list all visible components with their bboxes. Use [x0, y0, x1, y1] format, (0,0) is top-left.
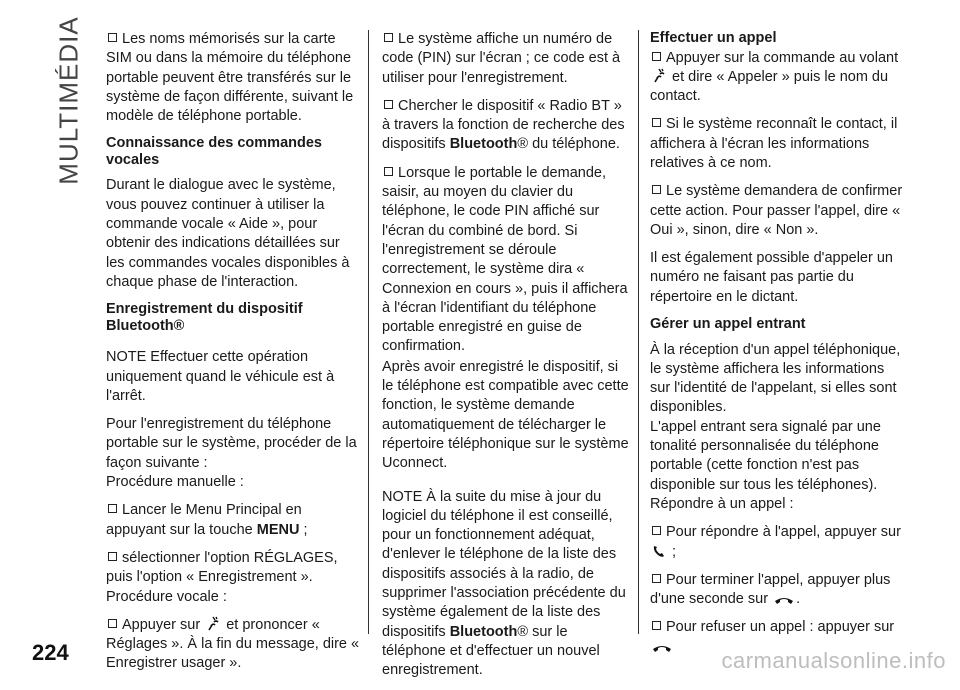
- list-item: Appuyer sur la commande au volant et dire « Appeler » puis le nom du contact.: [650, 49, 899, 105]
- list-item: Le système demandera de confirmer cette action. Pour passer l'appel, dire « Oui », sinon, dire « Non ».: [650, 183, 903, 238]
- subheading-manual: Procédure manuelle :: [106, 474, 244, 491]
- paragraph: À la réception d'un appel téléphonique, le système affichera les informations sur l'identité de l'appelant, si elles sont disponibles.: [650, 341, 901, 416]
- list-item: Lorsque le portable le demande, saisir, au moyen du clavier du téléphone, le code PIN affiché sur l'écran du combiné de bord. Si l'enregistrement se déroule correctement, le système dira « Connexion en cours », puis il affichera à l'écran l'identifiant du téléphone portable enregistré en guise de confirmation.: [382, 164, 628, 355]
- heading-voice-commands: Connaissance des commandes vocales: [106, 135, 322, 168]
- column-divider: [368, 30, 369, 634]
- menu-key-label: MENU: [256, 521, 300, 538]
- phone-hangup-icon: [774, 595, 794, 605]
- checkbox-bullet-icon: [652, 574, 661, 583]
- paragraph: Durant le dialogue avec le système, vous pouvez continuer à utiliser la commande vocale « Aide », pour obtenir des indications détaillées sur les commandes vocales disponibles à chaque phase de l'interaction.: [106, 177, 350, 290]
- paragraph: Après avoir enregistré le dispositif, si le téléphone est compatible avec cette fonction, le système demande automatiquement de télécharger le répertoire téléphonique sur le système Uconnect.: [382, 358, 629, 472]
- checkbox-bullet-icon: [652, 526, 661, 535]
- bluetooth-label: Bluetooth: [449, 136, 518, 153]
- paragraph: L'appel entrant sera signalé par une tonalité personnalisée du téléphone portable (cette fonction n'est pas disponible sur tous les téléphones).: [650, 418, 881, 493]
- checkbox-bullet-icon: [108, 552, 117, 561]
- checkbox-bullet-icon: [652, 621, 661, 630]
- checkbox-bullet-icon: [652, 118, 661, 127]
- checkbox-bullet-icon: [652, 185, 661, 194]
- list-item: Lancer le Menu Principal en appuyant sur la touche MENU ;: [106, 502, 308, 538]
- list-item: Chercher le dispositif « Radio BT » à travers la fonction de recherche des dispositifs Bluetooth® du téléphone.: [382, 97, 625, 153]
- list-item: Pour refuser un appel : appuyer sur: [650, 618, 908, 657]
- column-3: [650, 30, 908, 666]
- list-item: sélectionner l'option RÉGLAGES, puis l'option « Enregistrement ».: [106, 549, 338, 586]
- heading-incoming-call: Gérer un appel entrant: [650, 316, 806, 333]
- watermark: carmanualsonline.info: [721, 648, 946, 673]
- note: NOTE À la suite du mise à jour du logiciel du téléphone il est conseillé, pour un fonctionnement adéquat, d'enlever le téléphone de la liste des dispositifs associés à la radio, de supprimer l'association précédente du système également de la liste des dispositifs Bluetooth® sur le téléphone et d'effectuer un nouvel enregistrement.: [382, 488, 626, 679]
- checkbox-bullet-icon: [108, 504, 117, 513]
- heading-bluetooth-registration: Enregistrement du dispositif Bluetooth®: [106, 301, 303, 334]
- paragraph: Pour l'enregistrement du téléphone portable sur le système, procéder de la façon suivante :: [106, 416, 357, 471]
- subheading-vocal: Procédure vocale :: [106, 588, 227, 605]
- checkbox-bullet-icon: [108, 33, 117, 42]
- heading-make-call: Effectuer un appel: [650, 30, 777, 46]
- column-1: [106, 30, 360, 683]
- checkbox-bullet-icon: [652, 52, 661, 61]
- section-label: MULTIMÉDIA: [53, 15, 84, 185]
- list-item: Le système affiche un numéro de code (PIN) sur l'écran ; ce code est à utiliser pour l'enregistrement.: [382, 31, 621, 86]
- list-item: Appuyer sur et prononcer « Réglages ». À la fin du message, dire « Enregistrer usager ».: [106, 616, 360, 672]
- page-number: 224: [32, 640, 69, 665]
- note: NOTE Effectuer cette opération uniquement quand le véhicule est à l'arrêt.: [106, 349, 335, 404]
- column-2: [382, 30, 632, 690]
- checkbox-bullet-icon: [384, 33, 393, 42]
- paragraph: Il est également possible d'appeler un numéro ne faisant pas partie du répertoire en le dictant.: [650, 250, 893, 305]
- phone-hangup-icon: [652, 643, 672, 653]
- voice-command-icon: [206, 616, 220, 631]
- bluetooth-label: Bluetooth: [449, 623, 518, 640]
- checkbox-bullet-icon: [108, 619, 117, 628]
- column-divider: [638, 30, 639, 634]
- voice-command-icon: [652, 68, 666, 83]
- subheading-answer: Répondre à un appel :: [650, 495, 794, 512]
- checkbox-bullet-icon: [384, 167, 393, 176]
- list-item: Pour terminer l'appel, appuyer plus d'une seconde sur .: [650, 571, 891, 608]
- phone-answer-icon: [652, 544, 666, 558]
- paragraph: Les noms mémorisés sur la carte SIM ou dans la mémoire du téléphone portable peuvent être transférés sur le système de façon différente, suivant le modèle de téléphone portable.: [106, 31, 354, 125]
- list-item: Si le système reconnaît le contact, il affichera à l'écran les informations relatives à ce nom.: [650, 116, 898, 171]
- list-item: Pour répondre à l'appel, appuyer sur ;: [650, 523, 908, 562]
- checkbox-bullet-icon: [384, 100, 393, 109]
